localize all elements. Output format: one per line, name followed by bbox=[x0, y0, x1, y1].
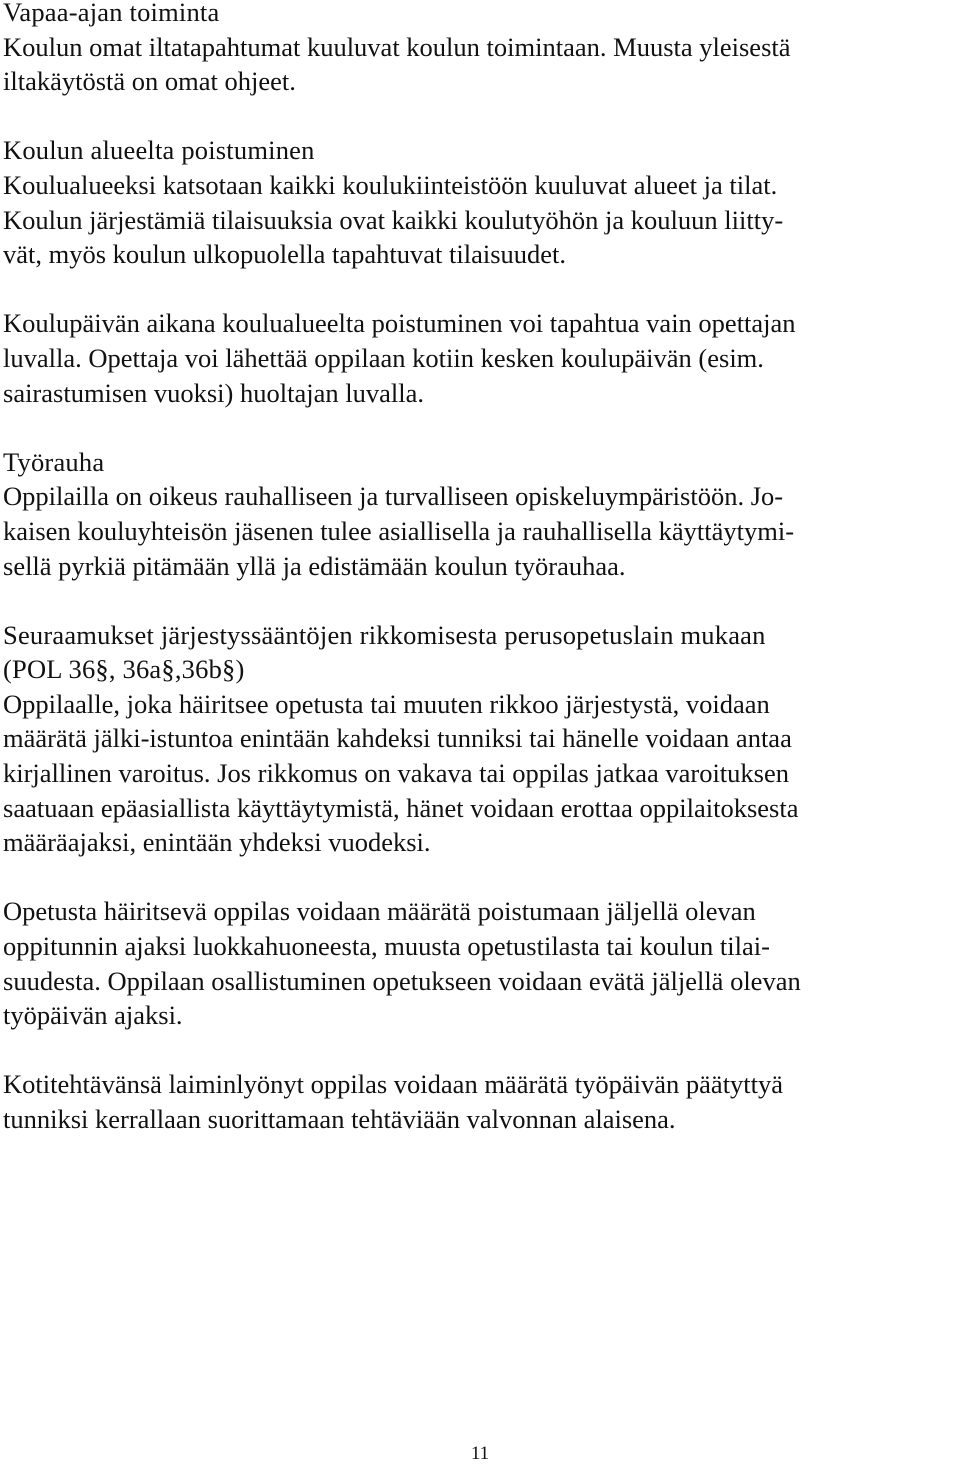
paragraph-gap bbox=[3, 272, 958, 307]
section-seuraamukset bbox=[3, 618, 958, 1137]
section-poistuminen bbox=[3, 133, 958, 410]
text-line: kaisen kouluyhteisön jäsenen tulee asiallisella ja rauhallisella käyttäytymi- bbox=[3, 515, 795, 546]
text-line: suudesta. Oppilaan osallistuminen opetukseen voidaan evätä jäljellä olevan bbox=[3, 965, 801, 996]
paragraph-gap bbox=[3, 583, 958, 618]
text-line: Oppilailla on oikeus rauhalliseen ja turvalliseen opiskeluympäristöön. Jo- bbox=[3, 481, 784, 512]
page-number: 11 bbox=[470, 1443, 490, 1464]
paragraph-gap bbox=[3, 99, 958, 134]
text-line: Koulun järjestämiä tilaisuuksia ovat kaikki koulutyöhön ja kouluun liitty- bbox=[3, 204, 784, 235]
text-line: Opetusta häiritsevä oppilas voidaan määrätä poistumaan jäljellä olevan bbox=[3, 896, 756, 927]
text-line: iltakäytöstä on omat ohjeet. bbox=[3, 66, 296, 97]
text-line: määräajaksi, enintään yhdeksi vuodeksi. bbox=[3, 827, 431, 858]
text-line: Oppilaalle, joka häiritsee opetusta tai muuten rikkoo järjestystä, voidaan bbox=[3, 688, 770, 719]
text-line: oppitunnin ajaksi luokkahuoneesta, muusta opetustilasta tai koulun tilai- bbox=[3, 931, 770, 962]
paragraph-gap bbox=[3, 860, 958, 895]
section-tyorauha bbox=[3, 445, 958, 583]
section-title-seuraamukset: Seuraamukset järjestyssääntöjen rikkomisesta perusopetuslain mukaan bbox=[3, 619, 766, 650]
text-line: Koulupäivän aikana koulualueelta poistuminen voi tapahtua vain opettajan bbox=[3, 308, 796, 339]
text-line: tunniksi kerrallaan suorittamaan tehtäviään valvonnan alaisena. bbox=[3, 1104, 676, 1134]
text-line: Koulualueeksi katsotaan kaikki koulukiinteistöön kuuluvat alueet ja tilat. bbox=[3, 169, 778, 200]
section-vapaa-ajan bbox=[3, 0, 958, 99]
text-line: sairastumisen vuoksi) huoltajan luvalla. bbox=[3, 377, 424, 408]
text-line: kirjallinen varoitus. Jos rikkomus on vakava tai oppilas jatkaa varoituksen bbox=[3, 758, 789, 789]
document-body bbox=[3, 0, 958, 1137]
text-line: vät, myös koulun ulkopuolella tapahtuvat tilaisuudet. bbox=[3, 239, 567, 270]
section-title-poistuminen: Koulun alueelta poistuminen bbox=[3, 135, 315, 166]
text-line: Koulun omat iltatapahtumat kuuluvat koulun toimintaan. Muusta yleisestä bbox=[3, 31, 791, 62]
text-line: määrätä jälki-istuntoa enintään kahdeksi tunniksi tai hänelle voidaan antaa bbox=[3, 723, 792, 754]
section-title-vapaa-ajan: Vapaa-ajan toiminta bbox=[3, 0, 220, 27]
text-line: luvalla. Opettaja voi lähettää oppilaan kotiin kesken koulupäivän (esim. bbox=[3, 342, 764, 373]
section-title-tyorauha: Työrauha bbox=[3, 446, 105, 477]
text-line: sellä pyrkiä pitämään yllä ja edistämään koulun työrauhaa. bbox=[3, 550, 626, 581]
paragraph-gap bbox=[3, 1033, 958, 1068]
text-line: saatuaan epäasiallista käyttäytymistä, hänet voidaan erottaa oppilaitoksesta bbox=[3, 792, 799, 823]
text-line: Kotitehtävänsä laiminlyönyt oppilas voidaan määrätä työpäivän päätyttyä bbox=[3, 1069, 784, 1100]
paragraph-gap bbox=[3, 410, 958, 445]
section-subtitle-seuraamukset: (POL 36§, 36a§,36b§) bbox=[3, 654, 245, 685]
text-line: työpäivän ajaksi. bbox=[3, 1000, 183, 1031]
